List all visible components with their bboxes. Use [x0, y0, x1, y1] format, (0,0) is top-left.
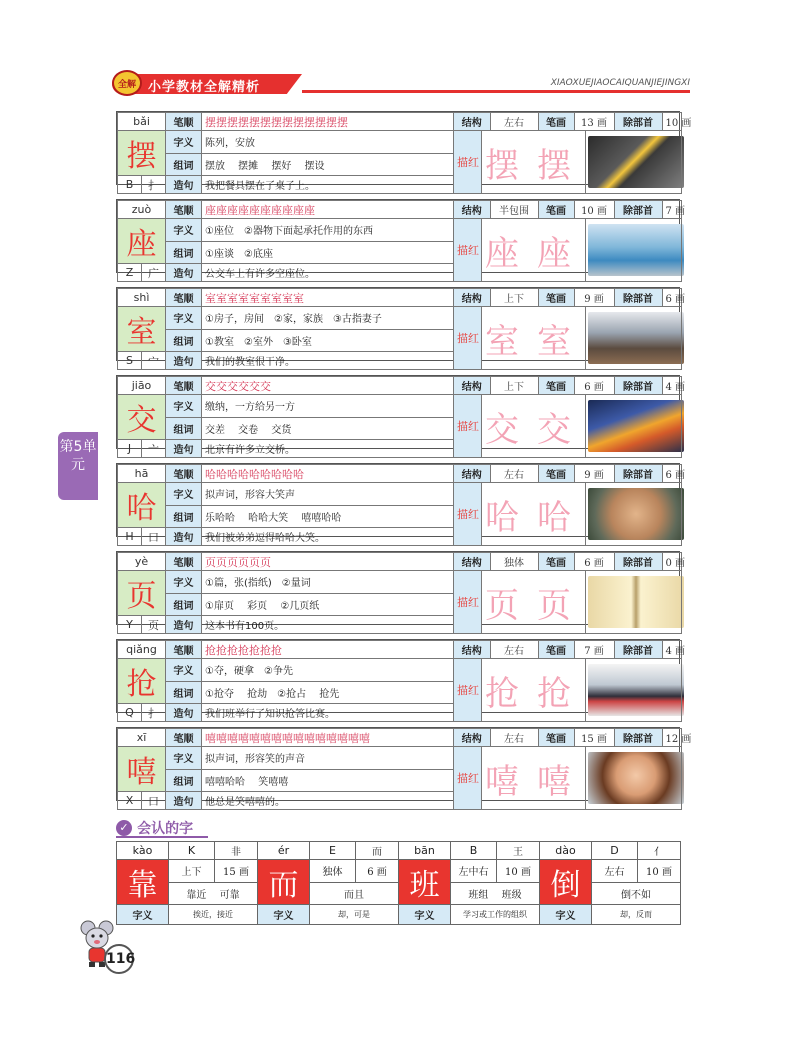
character-card — [116, 287, 686, 368]
strokes-label: 笔顺 — [166, 465, 202, 483]
rec-meaning-label: 字义 — [117, 905, 169, 925]
sentence: 我们班举行了知识抢答比赛。 — [202, 704, 454, 722]
trace-label: 描红 — [454, 307, 482, 370]
structure: 左右 — [490, 729, 538, 746]
sentence-label: 造句 — [166, 264, 202, 282]
stroke-count-label: 笔画 — [538, 377, 574, 394]
rec-pinyin: bān — [399, 842, 451, 860]
words: ①扉页 彩页 ②几页纸 — [202, 593, 454, 616]
stroke-count: 6 画 — [574, 553, 614, 570]
illustration — [586, 747, 682, 810]
quiz-classroom-image — [588, 664, 684, 716]
trace-label: 描红 — [454, 571, 482, 634]
meaning: 拟声词，形容笑的声音 — [202, 747, 454, 770]
meaning: ①夺，硬拿 ②争先 — [202, 659, 454, 682]
sentence-label: 造句 — [166, 528, 202, 546]
rec-words: 倒不如 — [592, 882, 681, 905]
character-card — [116, 199, 686, 280]
structure: 左右 — [490, 113, 538, 130]
sentence: 北京有许多立交桥。 — [202, 440, 454, 458]
index-letter: Y — [118, 616, 142, 634]
stroke-count-label: 笔画 — [538, 465, 574, 482]
main-character: 页 — [118, 571, 166, 616]
trace-label: 描红 — [454, 659, 482, 722]
structure: 上下 — [490, 377, 538, 394]
meaning-label: 字义 — [166, 483, 202, 506]
meaning-label: 字义 — [166, 219, 202, 242]
stroke-count: 6 画 — [574, 377, 614, 394]
index-letter: J — [118, 440, 142, 458]
illustration — [586, 571, 682, 634]
stroke-count-label: 笔画 — [538, 729, 574, 746]
character-card — [116, 111, 692, 192]
trace-char: 抢 — [537, 673, 590, 714]
rec-radical: 王 — [497, 842, 540, 860]
radical-count-label: 除部首 — [614, 113, 662, 130]
trace-char: 页 — [485, 585, 537, 626]
character-card — [116, 551, 686, 632]
words-label: 组词 — [166, 593, 202, 616]
classroom-image — [588, 312, 684, 364]
radical: 广 — [142, 264, 166, 282]
main-character: 抢 — [118, 659, 166, 704]
rec-letter: K — [169, 842, 215, 860]
radical: 页 — [142, 616, 166, 634]
meaning-label: 字义 — [166, 307, 202, 330]
radical: 宀 — [142, 352, 166, 370]
illustration — [586, 307, 682, 370]
structure: 半包围 — [490, 201, 538, 218]
meaning: 陈列，安放 — [202, 131, 454, 154]
words-label: 组词 — [166, 681, 202, 704]
stroke-count-label: 笔画 — [538, 641, 574, 658]
rec-pinyin: kào — [117, 842, 169, 860]
words-label: 组词 — [166, 241, 202, 264]
structure-label: 结构 — [454, 465, 490, 482]
structure-label: 结构 — [454, 553, 490, 570]
sentence-label: 造句 — [166, 440, 202, 458]
words: 乐哈哈 哈哈大笑 嘻嘻哈哈 — [202, 505, 454, 528]
trace-char: 室 — [485, 321, 538, 362]
illustration — [586, 219, 682, 282]
meaning-label: 字义 — [166, 131, 202, 154]
structure: 上下 — [490, 289, 538, 306]
radical: 口 — [142, 528, 166, 546]
page-header — [112, 70, 690, 96]
strokes-label: 笔顺 — [166, 113, 202, 131]
character-card — [116, 639, 686, 720]
rec-meaning-label: 字义 — [540, 905, 592, 925]
stroke-order: 页页页页页页 — [202, 553, 454, 571]
stroke-order: 哈哈哈哈哈哈哈哈哈 — [202, 465, 454, 483]
radical-count-label: 除部首 — [614, 465, 662, 482]
character-card — [116, 727, 692, 808]
rec-strokes: 6 画 — [356, 860, 399, 883]
laughing-man-image — [588, 488, 684, 540]
index-letter: X — [118, 792, 142, 810]
stroke-count-label: 笔画 — [538, 201, 574, 218]
rec-pinyin: dào — [540, 842, 592, 860]
sentence: 我把餐具摆在了桌子上。 — [202, 176, 454, 194]
stroke-order: 抢抢抢抢抢抢抢 — [202, 641, 454, 659]
open-book-image — [588, 576, 684, 628]
rec-words: 而且 — [310, 882, 399, 905]
meaning-label: 字义 — [166, 659, 202, 682]
words: 交差 交卷 交货 — [202, 417, 454, 440]
illustration — [586, 131, 682, 194]
meaning-label: 字义 — [166, 395, 202, 418]
pinyin: qiǎng — [118, 641, 166, 659]
meaning: ①座位 ②器物下面起承托作用的东西 — [202, 219, 454, 242]
smiling-girl-image — [588, 752, 684, 804]
trace-char: 嘻 — [485, 761, 538, 802]
strokes-label: 笔顺 — [166, 201, 202, 219]
radical: 亠 — [142, 440, 166, 458]
sentence-label: 造句 — [166, 176, 202, 194]
sentence: 他总是笑嘻嘻的。 — [202, 792, 454, 810]
sentence-label: 造句 — [166, 352, 202, 370]
trace-characters — [482, 571, 589, 634]
main-character: 摆 — [118, 131, 166, 176]
pinyin: shì — [118, 289, 166, 307]
trace-char: 摆 — [485, 145, 537, 186]
stroke-count: 10 画 — [574, 201, 614, 218]
trace-characters — [482, 307, 590, 370]
meaning: ①篇，张(指纸) ②量词 — [202, 571, 454, 594]
stroke-order: 座座座座座座座座座座 — [202, 201, 454, 219]
structure-label: 结构 — [454, 377, 490, 394]
sentence: 这本书有100页。 — [202, 616, 454, 634]
rec-meaning: 却，反而 — [592, 905, 681, 925]
rec-strokes: 10 画 — [497, 860, 540, 883]
radical-count: 12 画 — [665, 734, 692, 745]
stroke-count: 9 画 — [574, 289, 614, 306]
rec-strokes: 15 画 — [215, 860, 258, 883]
meaning-label: 字义 — [166, 747, 202, 770]
index-letter: S — [118, 352, 142, 370]
rec-structure: 上下 — [169, 860, 215, 883]
main-character: 座 — [118, 219, 166, 264]
rec-meaning: 挨近，接近 — [169, 905, 258, 925]
structure-label: 结构 — [454, 729, 490, 746]
pinyin: bǎi — [118, 113, 166, 131]
radical-count: 4 画 — [665, 646, 686, 657]
unit-tab: 第5单元 — [58, 432, 98, 500]
words: ①座谈 ②底座 — [202, 241, 454, 264]
rec-structure: 左中右 — [451, 860, 497, 883]
sentence-label: 造句 — [166, 792, 202, 810]
strokes-label: 笔顺 — [166, 377, 202, 395]
rec-words: 班组 班级 — [451, 882, 540, 905]
rec-pinyin: ér — [258, 842, 310, 860]
stroke-count-label: 笔画 — [538, 289, 574, 306]
trace-characters — [482, 395, 589, 458]
words: ①教室 ②室外 ③卧室 — [202, 329, 454, 352]
meaning-label: 字义 — [166, 571, 202, 594]
words: ①抢夺 抢劫 ②抢占 抢先 — [202, 681, 454, 704]
series-pinyin: XIAOXUEJIAOCAIQUANJIEJINGXI — [550, 78, 690, 88]
pinyin: hā — [118, 465, 166, 483]
trace-label: 描红 — [454, 483, 482, 546]
rec-structure: 独体 — [310, 860, 356, 883]
index-letter: B — [118, 176, 142, 194]
pinyin: xī — [118, 729, 166, 747]
trace-label: 描红 — [454, 747, 482, 810]
radical-count-label: 除部首 — [614, 377, 662, 394]
stroke-count-label: 笔画 — [538, 113, 574, 130]
rec-words: 靠近 可靠 — [169, 882, 258, 905]
radical-count: 0 画 — [665, 558, 686, 569]
check-icon: ✓ — [116, 820, 132, 836]
trace-char: 交 — [485, 409, 537, 450]
rec-meaning: 学习或工作的组织 — [451, 905, 540, 925]
section-title — [116, 817, 193, 837]
character-card — [116, 375, 686, 456]
radical-count: 6 画 — [665, 294, 686, 305]
trace-char: 室 — [537, 321, 590, 362]
index-letter: Q — [118, 704, 142, 722]
rec-meaning-label: 字义 — [258, 905, 310, 925]
words-label: 组词 — [166, 769, 202, 792]
stroke-order: 室室室室室室室室室 — [202, 289, 454, 307]
radical-count: 7 画 — [665, 206, 686, 217]
character-card — [116, 463, 686, 544]
radical: 扌 — [142, 176, 166, 194]
stroke-count: 9 画 — [574, 465, 614, 482]
pinyin: jiāo — [118, 377, 166, 395]
structure: 左右 — [490, 641, 538, 658]
words-label: 组词 — [166, 505, 202, 528]
stroke-count: 15 画 — [574, 729, 614, 746]
stroke-order: 交交交交交交 — [202, 377, 454, 395]
section-underline — [116, 836, 208, 838]
recognize-table — [116, 841, 680, 922]
stroke-order: 嘻嘻嘻嘻嘻嘻嘻嘻嘻嘻嘻嘻嘻嘻嘻 — [202, 729, 454, 747]
trace-char: 座 — [485, 233, 538, 274]
structure-label: 结构 — [454, 201, 490, 218]
structure: 左右 — [490, 465, 538, 482]
section-title-text: 会认的字 — [137, 820, 194, 837]
sentence: 我们的教室很干净。 — [202, 352, 454, 370]
trace-characters — [482, 747, 590, 810]
meaning: ①房子，房间 ②家，家族 ③古指妻子 — [202, 307, 454, 330]
trace-characters — [482, 659, 590, 722]
overpass-image — [588, 400, 684, 452]
illustration — [586, 395, 682, 458]
trace-char: 哈 — [485, 497, 537, 538]
words-label: 组词 — [166, 417, 202, 440]
rec-meaning: 却，可是 — [310, 905, 399, 925]
rec-letter: E — [310, 842, 356, 860]
trace-label: 描红 — [454, 395, 482, 458]
radical: 扌 — [142, 704, 166, 722]
sentence-label: 造句 — [166, 704, 202, 722]
trace-characters — [482, 131, 589, 194]
meaning: 拟声词，形容大笑声 — [202, 483, 454, 506]
radical-count: 10 画 — [665, 118, 692, 129]
radical-count-label: 除部首 — [614, 553, 662, 570]
trace-characters — [482, 483, 589, 546]
trace-char: 交 — [537, 409, 589, 450]
radical: 口 — [142, 792, 166, 810]
index-letter: H — [118, 528, 142, 546]
main-character: 嘻 — [118, 747, 166, 792]
rec-character: 班 — [399, 860, 451, 905]
main-character: 哈 — [118, 483, 166, 528]
structure: 独体 — [490, 553, 538, 570]
words-label: 组词 — [166, 153, 202, 176]
illustration — [586, 659, 682, 722]
rec-letter: D — [592, 842, 638, 860]
trace-char: 哈 — [537, 497, 589, 538]
strokes-label: 笔顺 — [166, 641, 202, 659]
rec-structure: 左右 — [592, 860, 638, 883]
radical-count-label: 除部首 — [614, 641, 662, 658]
words: 摆放 摆摊 摆好 摆设 — [202, 153, 454, 176]
dining-table-image — [588, 136, 684, 188]
stroke-count: 7 画 — [574, 641, 614, 658]
header-rule — [302, 90, 690, 93]
main-character: 交 — [118, 395, 166, 440]
strokes-label: 笔顺 — [166, 729, 202, 747]
sentence-label: 造句 — [166, 616, 202, 634]
radical-count-label: 除部首 — [614, 201, 662, 218]
rec-character: 倒 — [540, 860, 592, 905]
strokes-label: 笔顺 — [166, 553, 202, 571]
radical-count: 4 画 — [665, 382, 686, 393]
radical-count: 6 画 — [665, 470, 686, 481]
page-number: 116 — [104, 944, 134, 974]
trace-char: 页 — [537, 585, 589, 626]
structure-label: 结构 — [454, 113, 490, 130]
book-logo-icon: 全解 — [112, 70, 142, 96]
index-letter: Z — [118, 264, 142, 282]
structure-label: 结构 — [454, 641, 490, 658]
rec-radical: 非 — [215, 842, 258, 860]
radical-count-label: 除部首 — [614, 289, 662, 306]
illustration — [586, 483, 682, 546]
rec-radical: 而 — [356, 842, 399, 860]
sentence: 公交车上有许多空座位。 — [202, 264, 454, 282]
stroke-count-label: 笔画 — [538, 553, 574, 570]
rec-strokes: 10 画 — [638, 860, 681, 883]
trace-label: 描红 — [454, 219, 482, 282]
stroke-count: 13 画 — [574, 113, 614, 130]
rec-character: 而 — [258, 860, 310, 905]
rec-character: 靠 — [117, 860, 169, 905]
bus-seats-image — [588, 224, 684, 276]
trace-char: 抢 — [485, 673, 538, 714]
rec-letter: B — [451, 842, 497, 860]
radical-count-label: 除部首 — [614, 729, 662, 746]
main-character: 室 — [118, 307, 166, 352]
trace-char: 摆 — [537, 145, 589, 186]
trace-characters — [482, 219, 590, 282]
rec-meaning-label: 字义 — [399, 905, 451, 925]
structure-label: 结构 — [454, 289, 490, 306]
pinyin: yè — [118, 553, 166, 571]
stroke-order: 摆摆摆摆摆摆摆摆摆摆摆摆摆 — [202, 113, 454, 131]
words-label: 组词 — [166, 329, 202, 352]
strokes-label: 笔顺 — [166, 289, 202, 307]
meaning: 缴纳，一方给另一方 — [202, 395, 454, 418]
words: 嘻嘻哈哈 笑嘻嘻 — [202, 769, 454, 792]
trace-char: 嘻 — [537, 761, 590, 802]
trace-char: 座 — [537, 233, 590, 274]
trace-label: 描红 — [454, 131, 482, 194]
rec-radical: 亻 — [638, 842, 681, 860]
pinyin: zuò — [118, 201, 166, 219]
series-title: 小学教材全解精析 — [148, 80, 261, 95]
sentence: 我们被弟弟逗得哈哈大笑。 — [202, 528, 454, 546]
